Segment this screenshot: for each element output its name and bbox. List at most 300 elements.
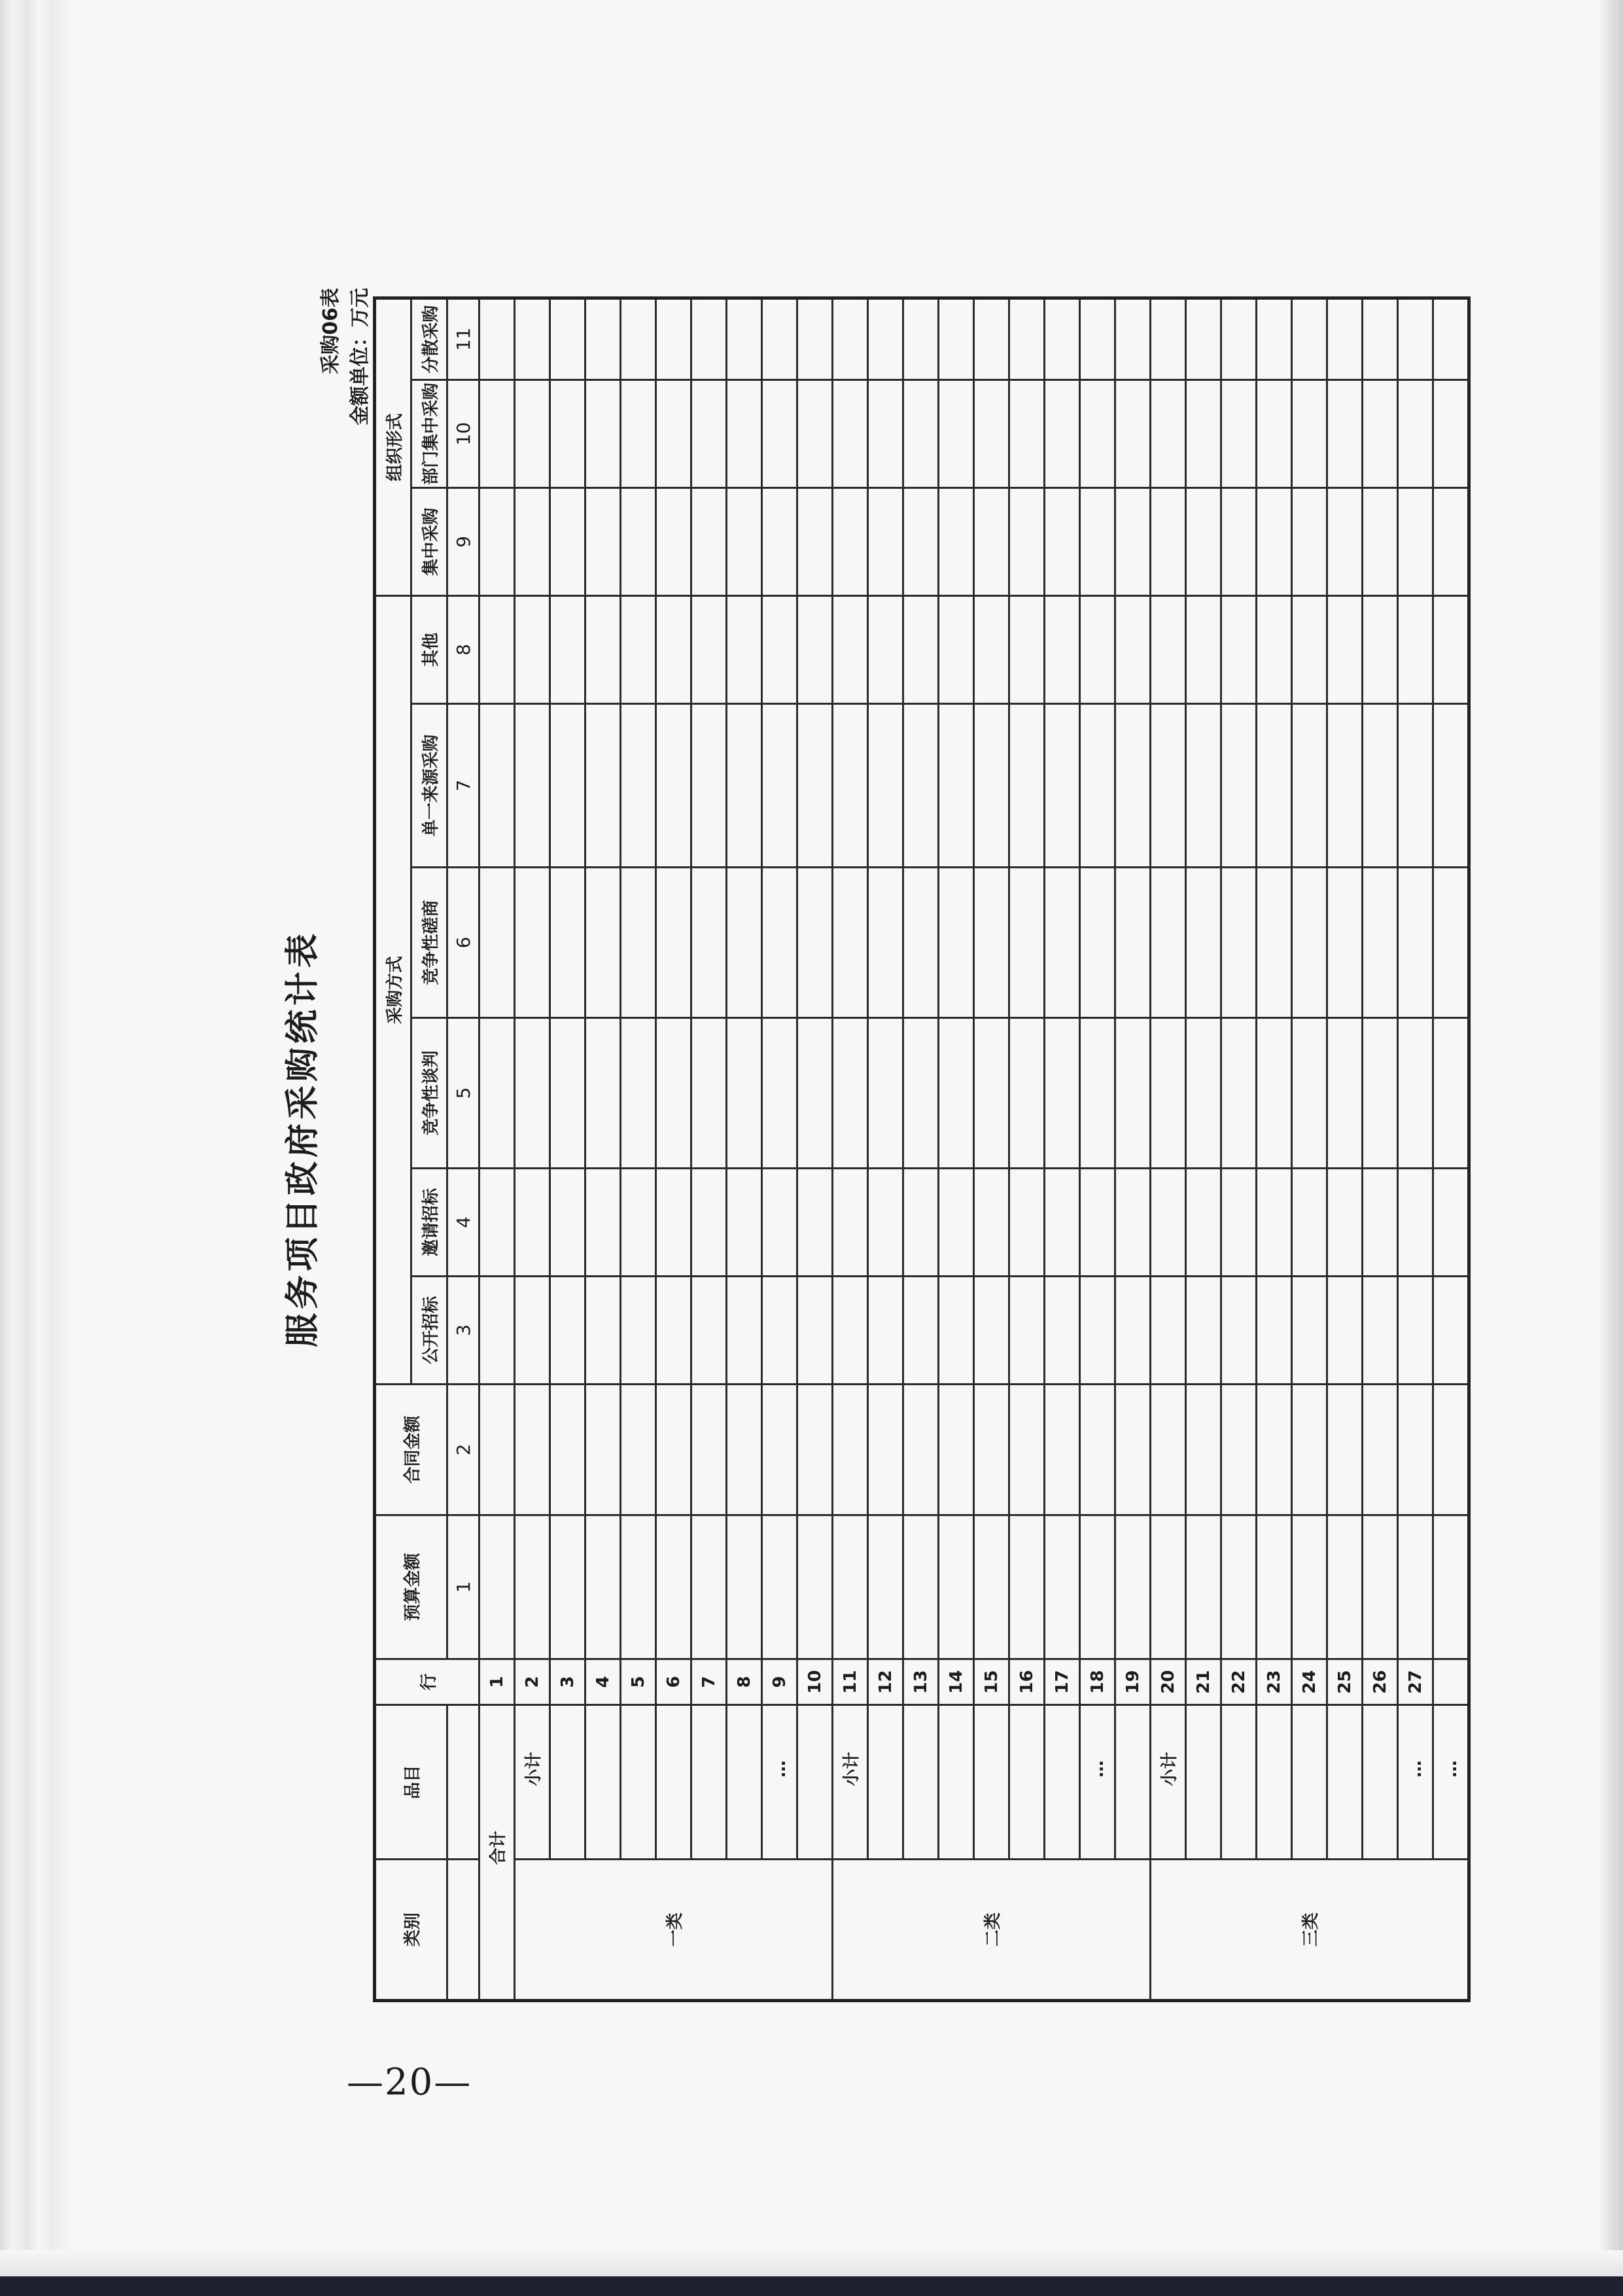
value-cell [1045, 1169, 1080, 1277]
value-cell [974, 1385, 1009, 1515]
value-cell [1045, 298, 1080, 380]
value-cell [1363, 704, 1398, 868]
table-row [480, 298, 515, 2000]
item-label: … [762, 1705, 797, 1860]
value-cell [1045, 1277, 1080, 1385]
value-cell [1115, 595, 1151, 703]
value-cell [1363, 1277, 1398, 1385]
value-cell [1257, 1018, 1292, 1169]
value-cell [974, 380, 1009, 487]
value-cell [903, 704, 939, 868]
value-cell [1186, 1018, 1221, 1169]
value-cell [1292, 380, 1327, 487]
value-cell [585, 1169, 621, 1277]
value-cell [1221, 868, 1257, 1018]
value-cell [939, 704, 974, 868]
value-cell [1115, 1515, 1151, 1659]
value-cell [974, 1018, 1009, 1169]
row-number: 19 [1115, 1659, 1151, 1705]
value-cell [727, 487, 762, 595]
paper-stack-edge [0, 0, 72, 2296]
value-cell [762, 487, 797, 595]
value-cell [1009, 1277, 1045, 1385]
value-cell [762, 704, 797, 868]
row-number: 14 [939, 1659, 974, 1705]
value-cell [1186, 1169, 1221, 1277]
item-cell [1115, 1705, 1151, 1860]
value-cell [833, 595, 868, 703]
item-cell [1292, 1705, 1327, 1860]
value-cell [1398, 380, 1433, 487]
row-number: 17 [1045, 1659, 1080, 1705]
value-cell [1398, 298, 1433, 380]
value-cell [1398, 868, 1433, 1018]
value-cell [1363, 380, 1398, 487]
value-cell [1327, 1277, 1363, 1385]
value-cell [1363, 298, 1398, 380]
value-cell [1151, 298, 1186, 380]
value-cell [797, 1515, 833, 1659]
value-cell [974, 298, 1009, 380]
value-cell [1186, 1277, 1221, 1385]
table-row [1080, 298, 1115, 2000]
value-cell [727, 1385, 762, 1515]
header-number-blank [447, 1705, 480, 1860]
value-cell [480, 1018, 515, 1169]
value-cell [727, 380, 762, 487]
value-cell [974, 1515, 1009, 1659]
value-cell [833, 1018, 868, 1169]
value-cell [1292, 1515, 1327, 1659]
value-cell [727, 704, 762, 868]
value-cell [1151, 1169, 1186, 1277]
column-number: 4 [447, 1169, 480, 1277]
value-cell [656, 868, 691, 1018]
value-cell [1045, 1515, 1080, 1659]
item-cell [1221, 1705, 1257, 1860]
value-cell [1151, 595, 1186, 703]
value-cell [1398, 1515, 1433, 1659]
value-cell [1363, 1169, 1398, 1277]
value-cell [1151, 1515, 1186, 1659]
value-cell [1292, 595, 1327, 703]
value-cell [727, 298, 762, 380]
value-cell [1115, 1277, 1151, 1385]
value-cell [621, 1169, 656, 1277]
value-cell [868, 1385, 903, 1515]
item-cell [727, 1705, 762, 1860]
value-cell [868, 704, 903, 868]
row-number: 1 [480, 1659, 515, 1705]
value-cell [1363, 868, 1398, 1018]
value-cell [480, 298, 515, 380]
value-cell [903, 868, 939, 1018]
value-cell [691, 704, 727, 868]
value-cell [727, 1018, 762, 1169]
value-cell [656, 380, 691, 487]
value-cell [1292, 704, 1327, 868]
value-cell [727, 868, 762, 1018]
value-cell [797, 595, 833, 703]
value-cell [585, 1515, 621, 1659]
value-cell [585, 704, 621, 868]
table-row [1009, 298, 1045, 2000]
value-cell [480, 1277, 515, 1385]
value-cell [1115, 868, 1151, 1018]
value-cell [1221, 1018, 1257, 1169]
row-number: 15 [974, 1659, 1009, 1705]
value-cell [1433, 1277, 1469, 1385]
column-number: 2 [447, 1385, 480, 1515]
value-cell [1433, 1385, 1469, 1515]
value-cell [480, 868, 515, 1018]
value-cell [974, 1169, 1009, 1277]
value-cell [727, 595, 762, 703]
value-cell [1221, 595, 1257, 703]
value-cell [1080, 1169, 1115, 1277]
value-cell [903, 1385, 939, 1515]
value-cell [550, 1277, 585, 1385]
header-category: 类别 [375, 1860, 447, 2001]
value-cell [1292, 1169, 1327, 1277]
value-cell [480, 595, 515, 703]
header-method: 单一来源采购 [411, 704, 447, 868]
value-cell [1327, 298, 1363, 380]
value-cell [1186, 868, 1221, 1018]
value-cell [797, 298, 833, 380]
value-cell [974, 704, 1009, 868]
value-cell [903, 1018, 939, 1169]
value-cell [762, 298, 797, 380]
value-cell [550, 868, 585, 1018]
value-cell [868, 487, 903, 595]
value-cell [1009, 487, 1045, 595]
value-cell [939, 487, 974, 595]
value-cell [868, 595, 903, 703]
value-cell [1045, 487, 1080, 595]
procurement-table [373, 296, 1471, 2002]
value-cell [1257, 1277, 1292, 1385]
value-cell [515, 704, 550, 868]
value-cell [1398, 1018, 1433, 1169]
value-cell [515, 595, 550, 703]
table-row [939, 298, 974, 2000]
value-cell [1045, 1018, 1080, 1169]
table-row [1327, 298, 1363, 2000]
value-cell [1433, 704, 1469, 868]
value-cell [1080, 868, 1115, 1018]
value-cell [1151, 380, 1186, 487]
value-cell [1115, 1169, 1151, 1277]
value-cell [762, 595, 797, 703]
column-number: 1 [447, 1515, 480, 1659]
row-number: 20 [1151, 1659, 1186, 1705]
value-cell [1080, 1018, 1115, 1169]
value-cell [691, 1277, 727, 1385]
value-cell [939, 1277, 974, 1385]
value-cell [797, 868, 833, 1018]
value-cell [1363, 595, 1398, 703]
row-number: 27 [1398, 1659, 1433, 1705]
value-cell [515, 1018, 550, 1169]
value-cell [1327, 868, 1363, 1018]
item-cell [939, 1705, 974, 1860]
value-cell [1433, 868, 1469, 1018]
item-label: 小计 [833, 1705, 868, 1860]
value-cell [727, 1169, 762, 1277]
table-row [1433, 298, 1469, 2000]
value-cell [621, 1385, 656, 1515]
row-number: 22 [1221, 1659, 1257, 1705]
table-row [833, 298, 868, 2000]
value-cell [1045, 380, 1080, 487]
category-label: 二类 [833, 1860, 1151, 2001]
value-cell [1363, 1515, 1398, 1659]
value-cell [1221, 298, 1257, 380]
value-cell [656, 1018, 691, 1169]
value-cell [1327, 380, 1363, 487]
row-number: 7 [691, 1659, 727, 1705]
header-method: 其他 [411, 595, 447, 703]
value-cell [797, 487, 833, 595]
item-cell [1186, 1705, 1221, 1860]
value-cell [762, 1277, 797, 1385]
value-cell [762, 868, 797, 1018]
value-cell [1045, 868, 1080, 1018]
value-cell [515, 298, 550, 380]
row-number: 16 [1009, 1659, 1045, 1705]
row-number: 4 [585, 1659, 621, 1705]
value-cell [621, 1018, 656, 1169]
value-cell [797, 704, 833, 868]
table-row [868, 298, 903, 2000]
value-cell [585, 1385, 621, 1515]
value-cell [1009, 595, 1045, 703]
value-cell [1433, 487, 1469, 595]
value-cell [1221, 1277, 1257, 1385]
value-cell [1257, 380, 1292, 487]
scan-shadow [1599, 0, 1623, 2296]
item-cell [550, 1705, 585, 1860]
value-cell [480, 380, 515, 487]
value-cell [1151, 868, 1186, 1018]
value-cell [903, 1515, 939, 1659]
grand-total-label: 合计 [480, 1705, 515, 2001]
value-cell [1257, 1169, 1292, 1277]
table-row [691, 298, 727, 2000]
row-number: 23 [1257, 1659, 1292, 1705]
table-body [480, 298, 1469, 2000]
item-cell [974, 1705, 1009, 1860]
value-cell [1080, 380, 1115, 487]
value-cell [515, 1385, 550, 1515]
value-cell [480, 704, 515, 868]
table-row [974, 298, 1009, 2000]
value-cell [1433, 1169, 1469, 1277]
value-cell [1398, 595, 1433, 703]
value-cell [656, 298, 691, 380]
table-row [1115, 298, 1151, 2000]
table-row [762, 298, 797, 2000]
value-cell [656, 704, 691, 868]
value-cell [691, 1018, 727, 1169]
table-row [621, 298, 656, 2000]
value-cell [585, 487, 621, 595]
value-cell [1398, 1385, 1433, 1515]
header-org: 分散采购 [411, 298, 447, 380]
value-cell [480, 1515, 515, 1659]
row-number: 25 [1327, 1659, 1363, 1705]
value-cell [1186, 1515, 1221, 1659]
value-cell [797, 380, 833, 487]
rotated-sheet [249, 275, 1461, 2002]
value-cell [1257, 595, 1292, 703]
value-cell [1151, 487, 1186, 595]
row-number: 10 [797, 1659, 833, 1705]
column-number: 7 [447, 704, 480, 868]
value-cell [691, 487, 727, 595]
header-budget: 预算金额 [375, 1515, 447, 1659]
value-cell [1009, 704, 1045, 868]
value-cell [833, 380, 868, 487]
value-cell [1080, 487, 1115, 595]
value-cell [903, 380, 939, 487]
value-cell [1115, 1018, 1151, 1169]
value-cell [868, 1515, 903, 1659]
value-cell [1257, 1515, 1292, 1659]
header-method: 公开招标 [411, 1277, 447, 1385]
item-label: … [1398, 1705, 1433, 1860]
row-number: 11 [833, 1659, 868, 1705]
value-cell [621, 704, 656, 868]
value-cell [515, 487, 550, 595]
value-cell [585, 380, 621, 487]
table-row [1045, 298, 1080, 2000]
value-cell [550, 487, 585, 595]
value-cell [1398, 1277, 1433, 1385]
value-cell [1221, 1515, 1257, 1659]
value-cell [515, 1169, 550, 1277]
value-cell [585, 868, 621, 1018]
value-cell [585, 1018, 621, 1169]
value-cell [656, 1169, 691, 1277]
table-row [727, 298, 762, 2000]
value-cell [833, 1169, 868, 1277]
value-cell [762, 1169, 797, 1277]
header-contract: 合同金额 [375, 1385, 447, 1515]
table-row [1257, 298, 1292, 2000]
value-cell [903, 298, 939, 380]
unit-label: 金额单位：万元 [349, 288, 372, 425]
value-cell [1186, 1385, 1221, 1515]
value-cell [1433, 595, 1469, 703]
row-number: 18 [1080, 1659, 1115, 1705]
column-number: 6 [447, 868, 480, 1018]
value-cell [621, 487, 656, 595]
value-cell [1186, 487, 1221, 595]
table-row [1292, 298, 1327, 2000]
value-cell [1151, 1385, 1186, 1515]
value-cell [797, 1169, 833, 1277]
value-cell [550, 1515, 585, 1659]
value-cell [868, 1277, 903, 1385]
item-cell [621, 1705, 656, 1860]
category-label: 三类 [1151, 1860, 1469, 2001]
value-cell [1080, 1385, 1115, 1515]
row-number: 3 [550, 1659, 585, 1705]
table-row [550, 298, 585, 2000]
value-cell [1433, 1515, 1469, 1659]
value-cell [621, 1277, 656, 1385]
value-cell [691, 1385, 727, 1515]
value-cell [550, 1169, 585, 1277]
value-cell [1080, 1515, 1115, 1659]
row-number: 9 [762, 1659, 797, 1705]
value-cell [691, 380, 727, 487]
value-cell [1115, 1385, 1151, 1515]
value-cell [939, 380, 974, 487]
scan-bottom-light [0, 2250, 1623, 2276]
value-cell [656, 487, 691, 595]
value-cell [903, 487, 939, 595]
value-cell [621, 298, 656, 380]
column-number: 9 [447, 487, 480, 595]
value-cell [939, 1385, 974, 1515]
value-cell [1363, 487, 1398, 595]
value-cell [1257, 487, 1292, 595]
value-cell [833, 1385, 868, 1515]
value-cell [939, 298, 974, 380]
table-row [1363, 298, 1398, 2000]
value-cell [1151, 704, 1186, 868]
value-cell [1045, 704, 1080, 868]
value-cell [1186, 704, 1221, 868]
column-number: 3 [447, 1277, 480, 1385]
value-cell [868, 1169, 903, 1277]
value-cell [515, 1277, 550, 1385]
value-cell [1292, 868, 1327, 1018]
value-cell [515, 868, 550, 1018]
value-cell [1398, 704, 1433, 868]
header-method-group: 采购方式 [375, 595, 411, 1384]
row-number: 8 [727, 1659, 762, 1705]
value-cell [974, 595, 1009, 703]
row-number: 2 [515, 1659, 550, 1705]
table-row [656, 298, 691, 2000]
value-cell [1221, 487, 1257, 595]
value-cell [1363, 1018, 1398, 1169]
value-cell [1009, 1385, 1045, 1515]
item-label: … [1080, 1705, 1115, 1860]
item-label: 小计 [515, 1705, 550, 1860]
document-title: 服务项目政府采购统计表 [283, 930, 323, 1348]
value-cell [1221, 1385, 1257, 1515]
table-row [585, 298, 621, 2000]
value-cell [1009, 1169, 1045, 1277]
value-cell [939, 1169, 974, 1277]
row-number: 12 [868, 1659, 903, 1705]
header-method: 邀请招标 [411, 1169, 447, 1277]
item-cell [1257, 1705, 1292, 1860]
scan-bottom-band [0, 2276, 1623, 2296]
value-cell [585, 1277, 621, 1385]
value-cell [1009, 1515, 1045, 1659]
value-cell [656, 1385, 691, 1515]
value-cell [903, 1277, 939, 1385]
row-number: 21 [1186, 1659, 1221, 1705]
value-cell [691, 298, 727, 380]
value-cell [480, 1169, 515, 1277]
